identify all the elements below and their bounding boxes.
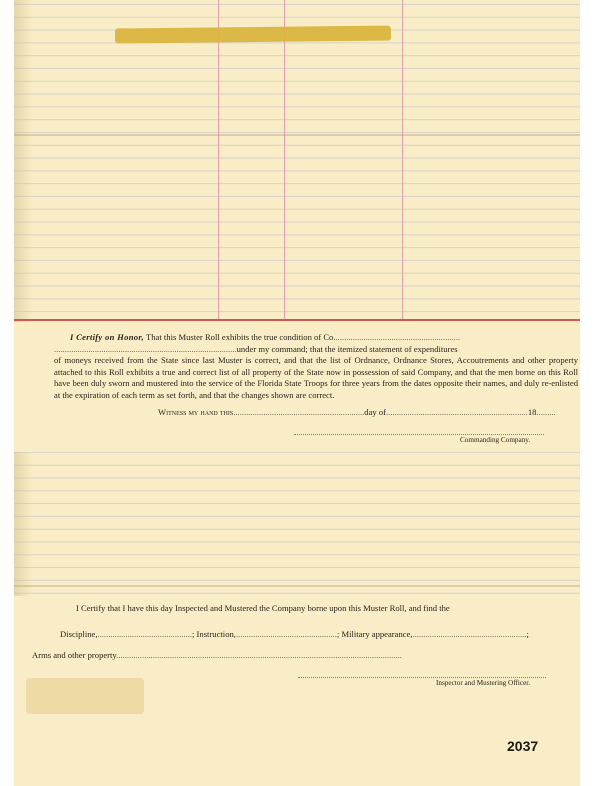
column-rule-2 xyxy=(284,0,285,320)
column-rule-3 xyxy=(402,0,403,320)
certificate-line2: under my command; that the itemized statement of expenditures xyxy=(236,343,458,354)
adhesive-tape-strip xyxy=(115,26,391,44)
document-number: 2037 xyxy=(507,738,539,754)
red-divider-line xyxy=(14,319,580,321)
day-of-label: day of xyxy=(364,407,387,417)
certificate-heading: I Certify on Honor, xyxy=(70,332,144,342)
inspector-signature-label: Inspector and Mustering Officer. xyxy=(436,679,531,687)
certificate-body: of moneys received from the State since last Muster is correct, and that the list of Ordnance, Ordnance Stores, Accoutrements and other property attached to this Roll exhibits a true and correct list of all property of the State now in possession of said Company, and that the men borne on this Roll have been duly sworn and mustered into the service of the Florida State Troops for three years from the dates opposite their names, and duly re-enlisted at the expiration of each term as set forth, and that the changes shown are correct. xyxy=(54,355,578,400)
commanding-signature-label: Commanding Company. xyxy=(460,436,531,444)
arms-line: Arms and other property..................................................................................................................................... xyxy=(32,650,402,660)
commanding-signature-line xyxy=(294,434,544,435)
witness-line: Witness my hand this.............................................................day of..................................................................18......... xyxy=(158,407,556,417)
inspection-ratings-line: Discipline,............................................; Instruction,...............................................; Military appearance,.....................................................; xyxy=(60,629,529,639)
instruction-label: ; Instruction, xyxy=(192,629,236,639)
inspection-certify-line: I Certify that I have this day Inspected and Mustered the Company borne upon this Muster Roll, and find the xyxy=(76,603,450,613)
military-appearance-label: ; Military appearance, xyxy=(336,629,413,639)
arms-label: Arms and other property xyxy=(32,650,117,660)
column-rule-1 xyxy=(218,0,219,320)
certificate-block xyxy=(54,332,578,402)
certificate-line1: That this Muster Roll exhibits the true condition of Co. xyxy=(145,332,336,342)
witness-label: Witness my hand this xyxy=(158,407,234,417)
inspector-signature-line xyxy=(298,677,546,678)
fold-crease-lower xyxy=(14,585,580,587)
fold-crease xyxy=(14,134,580,136)
paper-stain xyxy=(26,678,144,714)
certificate-first-line: I Certify on Honor, That this Muster Roll exhibits the true condition of Co........................................................... xyxy=(70,332,461,342)
certificate-second-line: .....................................................................................under my command; that the itemized statement of expenditures xyxy=(54,343,458,354)
discipline-label: Discipline, xyxy=(60,629,98,639)
year-label: 18 xyxy=(527,407,537,417)
